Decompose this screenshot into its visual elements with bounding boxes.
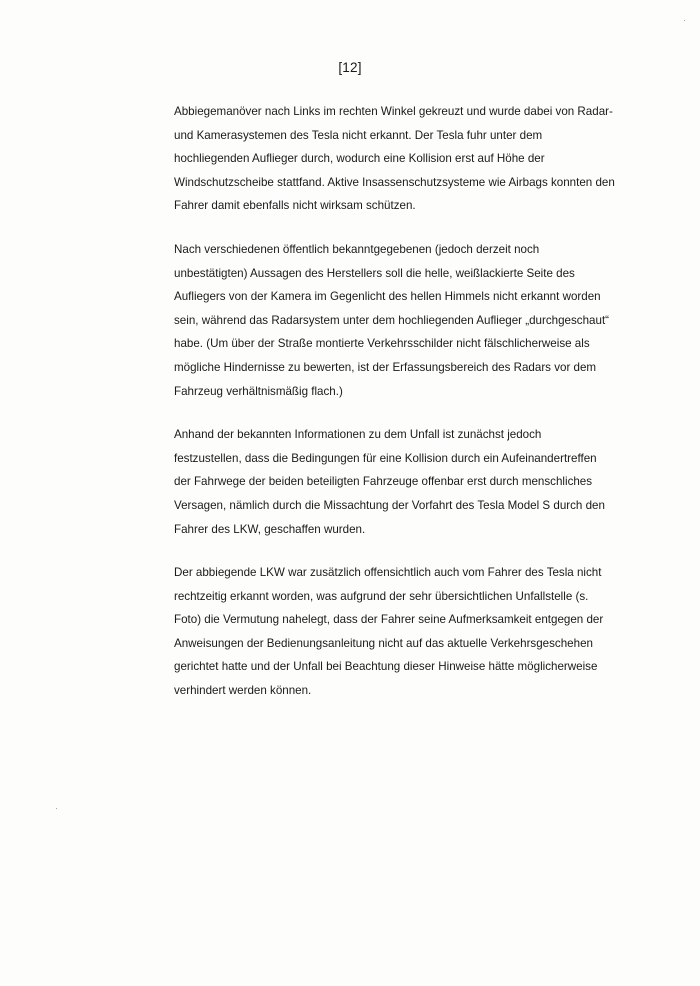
text-line: Aufliegers von der Kamera im Gegenlicht des hellen Himmels nicht erkannt worden [174,290,601,304]
text-line: Anhand der bekannten Informationen zu dem Unfall ist zunächst jedoch [174,428,542,442]
text-line: Versagen, nämlich durch die Missachtung der Vorfahrt des Tesla Model S durch den [174,498,605,512]
page-number: [12] [338,60,362,75]
text-line: verhindert werden können. [174,684,312,698]
paragraph-2 [174,238,664,403]
text-line: sein, während das Radarsystem unter dem hochliegenden Auflieger „durchgeschaut“ [174,313,610,327]
text-line: habe. (Um über der Straße montierte Verkehrsschilder nicht fälschlicherweise als [174,337,590,351]
text-line: Anweisungen der Bedienungsanleitung nicht auf das aktuelle Verkehrsgeschehen [174,636,593,650]
text-line: unbestätigten) Aussagen des Herstellers soll die helle, weißlackierte Seite des [174,266,575,280]
scan-speck [684,20,685,21]
text-line: rechtzeitig erkannt worden, was aufgrund der sehr übersichtlichen Unfallstelle (s. [174,589,589,603]
text-line: Fahrer des LKW, geschaffen wurden. [174,522,366,536]
text-line: gerichtet hatte und der Unfall bei Beachtung dieser Hinweise hätte möglicherweise [174,660,598,674]
text-line: Nach verschiedenen öffentlich bekanntgegebenen (jedoch derzeit noch [174,242,540,256]
text-line: Windschutzscheibe stattfand. Aktive Insassenschutzsysteme wie Airbags konnten den [174,175,615,189]
text-line: mögliche Hindernisse zu bewerten, ist der Erfassungsbereich des Radars vor dem [174,360,597,374]
text-line: Abbiegemanöver nach Links im rechten Winkel gekreuzt und wurde dabei von Radar- [174,105,613,118]
text-line: Foto) die Vermutung nahelegt, dass der Fahrer seine Aufmerksamkeit entgegen der [174,613,604,627]
paragraph-3 [174,423,664,541]
text-line: festzustellen, dass die Bedingungen für eine Kollision durch ein Aufeinandertreffen [174,451,597,465]
text-line: Der abbiegende LKW war zusätzlich offensichtlich auch vom Fahrer des Tesla nicht [174,566,602,580]
text-line: der Fahrwege der beiden beteiligten Fahrzeuge offenbar erst durch menschliches [174,475,593,489]
text-line: Fahrer damit ebenfalls nicht wirksam schützen. [174,199,416,213]
text-line: hochliegenden Auflieger durch, wodurch eine Kollision erst auf Höhe der [174,152,545,166]
text-line: und Kamerasystemen des Tesla nicht erkannt. Der Tesla fuhr unter dem [174,128,543,142]
paragraph-4 [174,561,664,703]
scan-speck [56,808,57,809]
body-text [174,100,664,723]
paragraph-1 [174,100,664,218]
text-line: Fahrzeug verhältnismäßig flach.) [174,384,343,398]
